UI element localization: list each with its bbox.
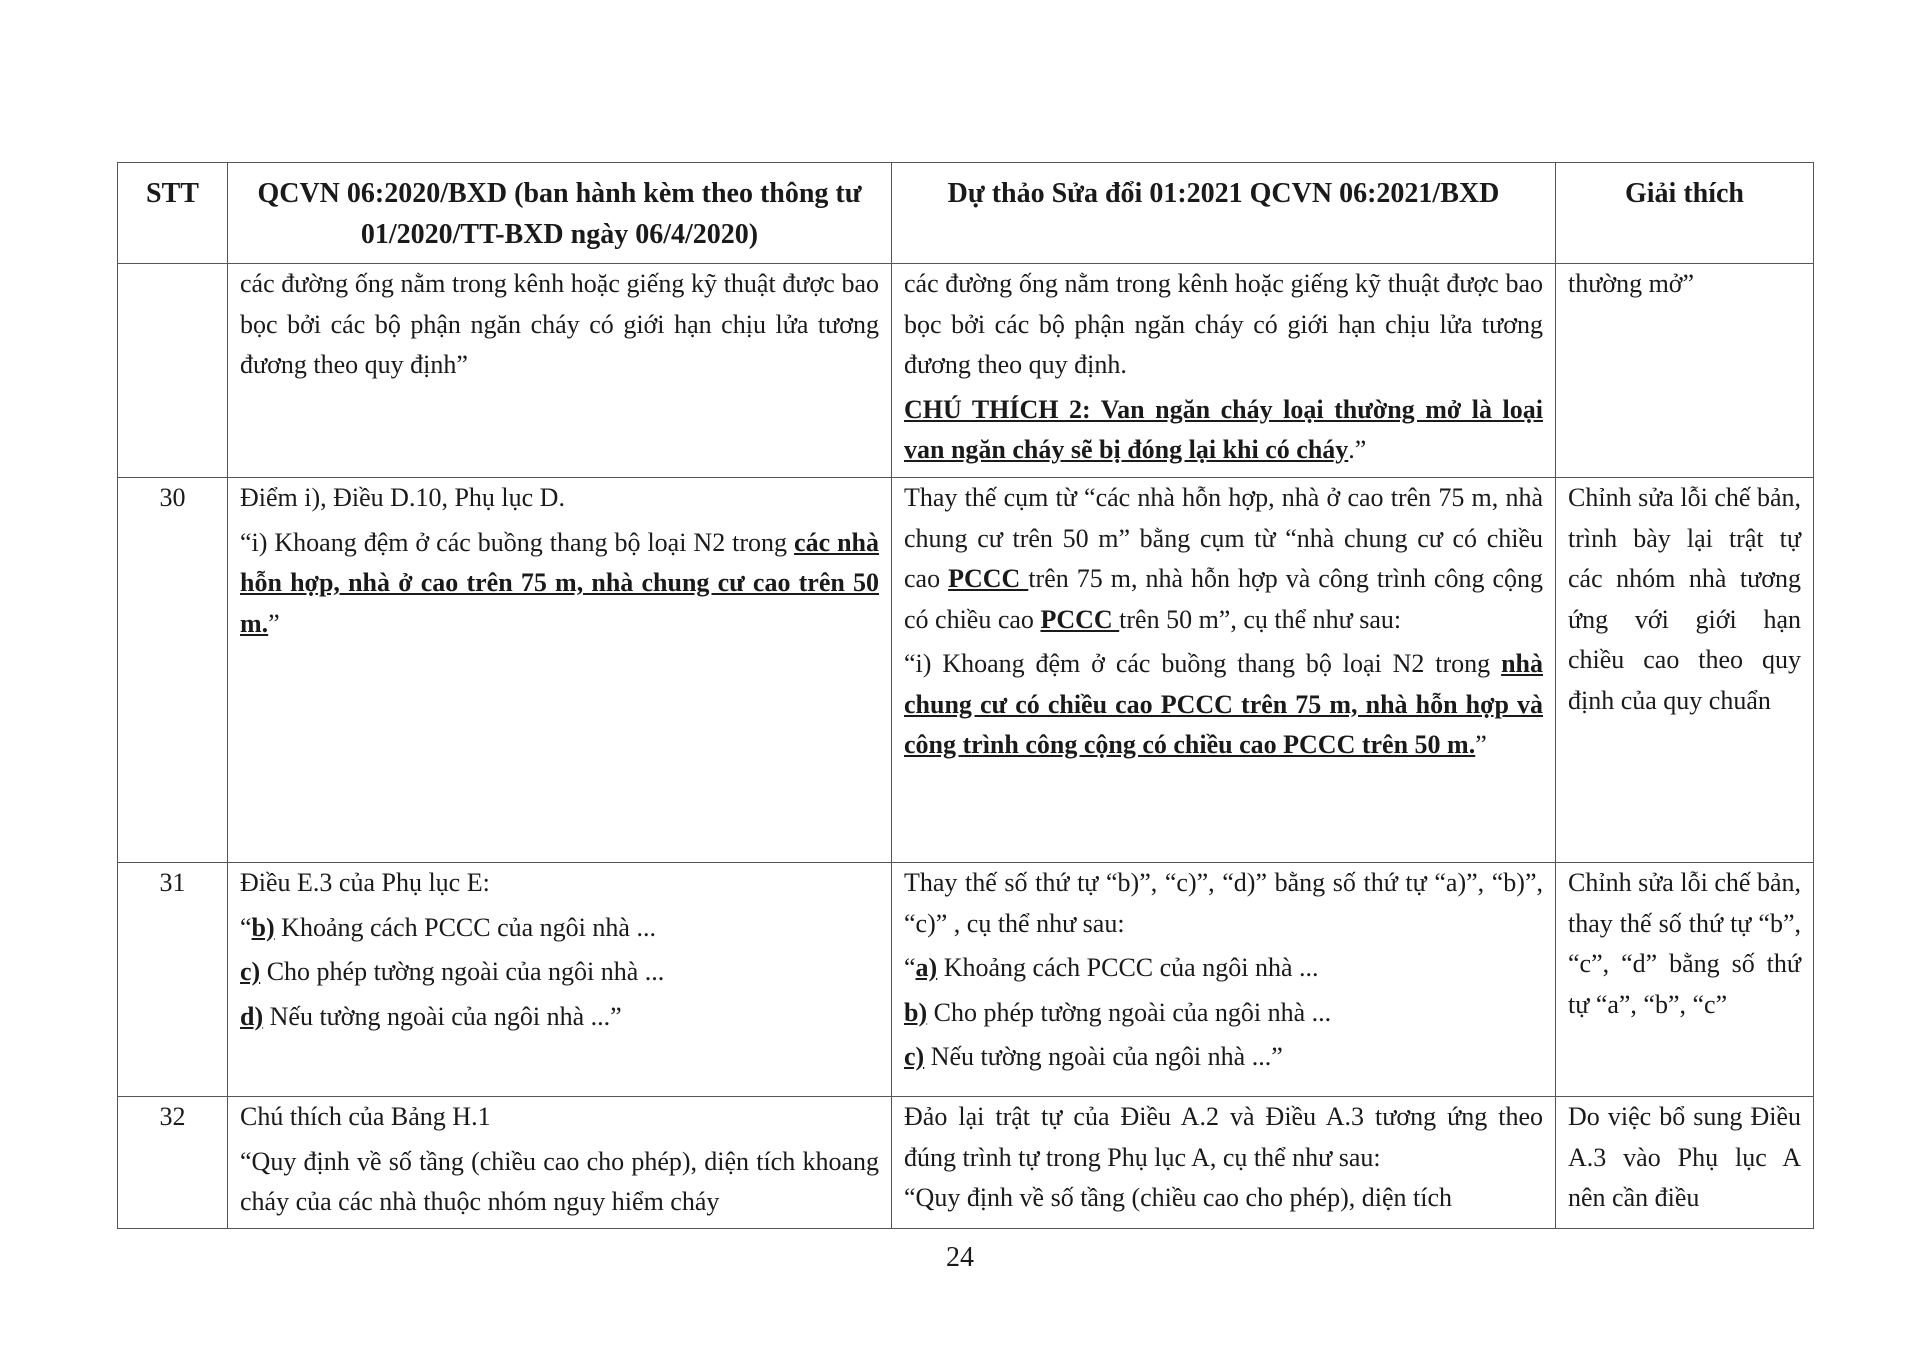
cell-explanation xyxy=(1556,264,1814,478)
new-item-b xyxy=(904,993,1543,1034)
old-item-d-label: d) xyxy=(240,1001,264,1031)
new-item-c-label: c) xyxy=(904,1042,925,1071)
new-quote-bold: nhà chung cư có chiều cao PCCC trên 75 m, nhà hỗn hợp và công trình công cộng có chiều cao PCCC trên 50 m. xyxy=(904,649,1543,759)
new-instruction xyxy=(904,478,1543,640)
cell-stt xyxy=(118,264,228,478)
new-item-c xyxy=(904,1037,1543,1078)
new-instruction: Đảo lại trật tự của Điều A.2 và Điều A.3 tương ứng theo đúng trình tự trong Phụ lục A, cụ thể như sau: xyxy=(904,1102,1543,1172)
table-row xyxy=(118,1097,1814,1229)
cell-old-regulation xyxy=(228,264,892,478)
old-item-c xyxy=(240,952,879,993)
explanation-text: Chỉnh sửa lỗi chế bản, thay thế số thứ tự “b”, “c”, “d” bằng số thứ tự “a”, “b”, “c” xyxy=(1568,868,1801,1019)
header-draft-amendment: Dự thảo Sửa đổi 01:2021 QCVN 06:2021/BXD xyxy=(892,163,1556,264)
cell-old-regulation xyxy=(228,478,892,863)
new-instruction-pccc-1: PCCC xyxy=(948,564,1029,593)
old-reference: Chú thích của Bảng H.1 xyxy=(240,1102,491,1131)
cell-old-regulation xyxy=(228,863,892,1097)
old-quote xyxy=(240,523,879,645)
new-item-a-open: “ xyxy=(904,953,916,982)
old-reference: Điều E.3 của Phụ lục E: xyxy=(240,868,490,897)
header-explanation: Giải thích xyxy=(1556,163,1814,264)
note-2-tail: .” xyxy=(1348,435,1367,464)
old-text: “Quy định về số tầng (chiều cao cho phép), diện tích khoang cháy của các nhà thuộc nhóm nguy hiểm cháy xyxy=(240,1146,879,1216)
cell-draft-amendment xyxy=(892,863,1556,1097)
new-quote xyxy=(904,644,1543,766)
new-item-c-text: Nếu tường ngoài của ngôi nhà ...” xyxy=(924,1042,1283,1071)
old-item-c-text: Cho phép tường ngoài của ngôi nhà ... xyxy=(260,957,665,986)
cell-stt: 32 xyxy=(118,1097,228,1229)
old-item-c-label: c) xyxy=(240,957,261,986)
cell-explanation xyxy=(1556,1097,1814,1229)
table-row xyxy=(118,478,1814,863)
cell-draft-amendment xyxy=(892,478,1556,863)
new-item-a-text: Khoảng cách PCCC của ngôi nhà ... xyxy=(937,953,1319,982)
old-item-b-text: Khoảng cách PCCC của ngôi nhà ... xyxy=(274,912,656,942)
header-stt: STT xyxy=(118,163,228,264)
old-reference: Điểm i), Điều D.10, Phụ lục D. xyxy=(240,483,565,512)
new-instruction-a: Thay thế cụm từ “các nhà hỗn hợp, nhà ở cao trên 75 m, nhà chung cư trên 50 m” bằng cụm từ “nhà chung cư có chiều cao xyxy=(904,483,1543,593)
new-quote-start: “i) Khoang đệm ở các buồng thang bộ loại N2 trong xyxy=(904,649,1502,678)
cell-stt: 31 xyxy=(118,863,228,1097)
table-row xyxy=(118,264,1814,478)
old-quote-start: “i) Khoang đệm ở các buồng thang bộ loại N2 trong xyxy=(240,527,795,557)
old-quote-end: ” xyxy=(268,608,280,638)
new-text: “Quy định về số tầng (chiều cao cho phép), diện tích xyxy=(904,1183,1452,1212)
header-old-regulation: QCVN 06:2020/BXD (ban hành kèm theo thông tư 01/2020/TT-BXD ngày 06/4/2020) xyxy=(228,163,892,264)
cell-explanation xyxy=(1556,863,1814,1097)
old-item-b xyxy=(240,908,879,949)
old-item-b-label: b) xyxy=(251,912,275,942)
explanation-text: Do việc bổ sung Điều A.3 vào Phụ lục A nên cần điều xyxy=(1568,1102,1801,1212)
old-item-d xyxy=(240,997,879,1038)
new-text: các đường ống nằm trong kênh hoặc giếng kỹ thuật được bao bọc bởi các bộ phận ngăn cháy có giới hạn chịu lửa tương đương theo quy định. xyxy=(904,269,1543,379)
new-item-a xyxy=(904,948,1543,989)
cell-stt: 30 xyxy=(118,478,228,863)
new-instruction-e: trên 50 m”, cụ thể như sau: xyxy=(1119,604,1402,634)
new-item-b-label: b) xyxy=(904,997,928,1027)
cell-explanation xyxy=(1556,478,1814,863)
cell-draft-amendment xyxy=(892,1097,1556,1229)
explanation-text: Chỉnh sửa lỗi chế bản, trình bày lại trật tự các nhóm nhà tương ứng với giới hạn chiều cao theo quy định của quy chuẩn xyxy=(1568,483,1801,715)
new-item-a-label: a) xyxy=(915,953,938,982)
new-quote-end: ” xyxy=(1475,730,1487,759)
explanation-text: thường mở” xyxy=(1568,269,1695,298)
cell-old-regulation xyxy=(228,1097,892,1229)
old-quote-bold: các nhà hỗn hợp, nhà ở cao trên 75 m, nhà chung cư cao trên 50 m. xyxy=(240,527,880,638)
old-text: các đường ống nằm trong kênh hoặc giếng kỹ thuật được bao bọc bởi các bộ phận ngăn cháy có giới hạn chịu lửa tương đương theo quy định” xyxy=(240,269,879,379)
amendment-table xyxy=(117,162,1814,1229)
page-number: 24 xyxy=(946,1242,974,1273)
old-item-b-open: “ xyxy=(240,912,252,942)
note-2-bold: CHÚ THÍCH 2: Van ngăn cháy loại thường mở là loại van ngăn cháy sẽ bị đóng lại khi có cháy xyxy=(904,394,1543,464)
table-header-row xyxy=(118,163,1814,264)
new-item-b-text: Cho phép tường ngoài của ngôi nhà ... xyxy=(927,997,1332,1027)
note-2 xyxy=(904,390,1543,471)
old-item-d-text: Nếu tường ngoài của ngôi nhà ...” xyxy=(263,1001,622,1031)
new-instruction-c: trên 75 m, nhà hỗn hợp và công trình công cộng có chiều cao xyxy=(904,564,1543,634)
new-instruction: Thay thế số thứ tự “b)”, “c)”, “d)” bằng số thứ tự “a)”, “b)”, “c)” , cụ thể như sau: xyxy=(904,868,1543,938)
new-instruction-pccc-2: PCCC xyxy=(1040,604,1120,634)
table-row xyxy=(118,863,1814,1097)
cell-draft-amendment xyxy=(892,264,1556,478)
